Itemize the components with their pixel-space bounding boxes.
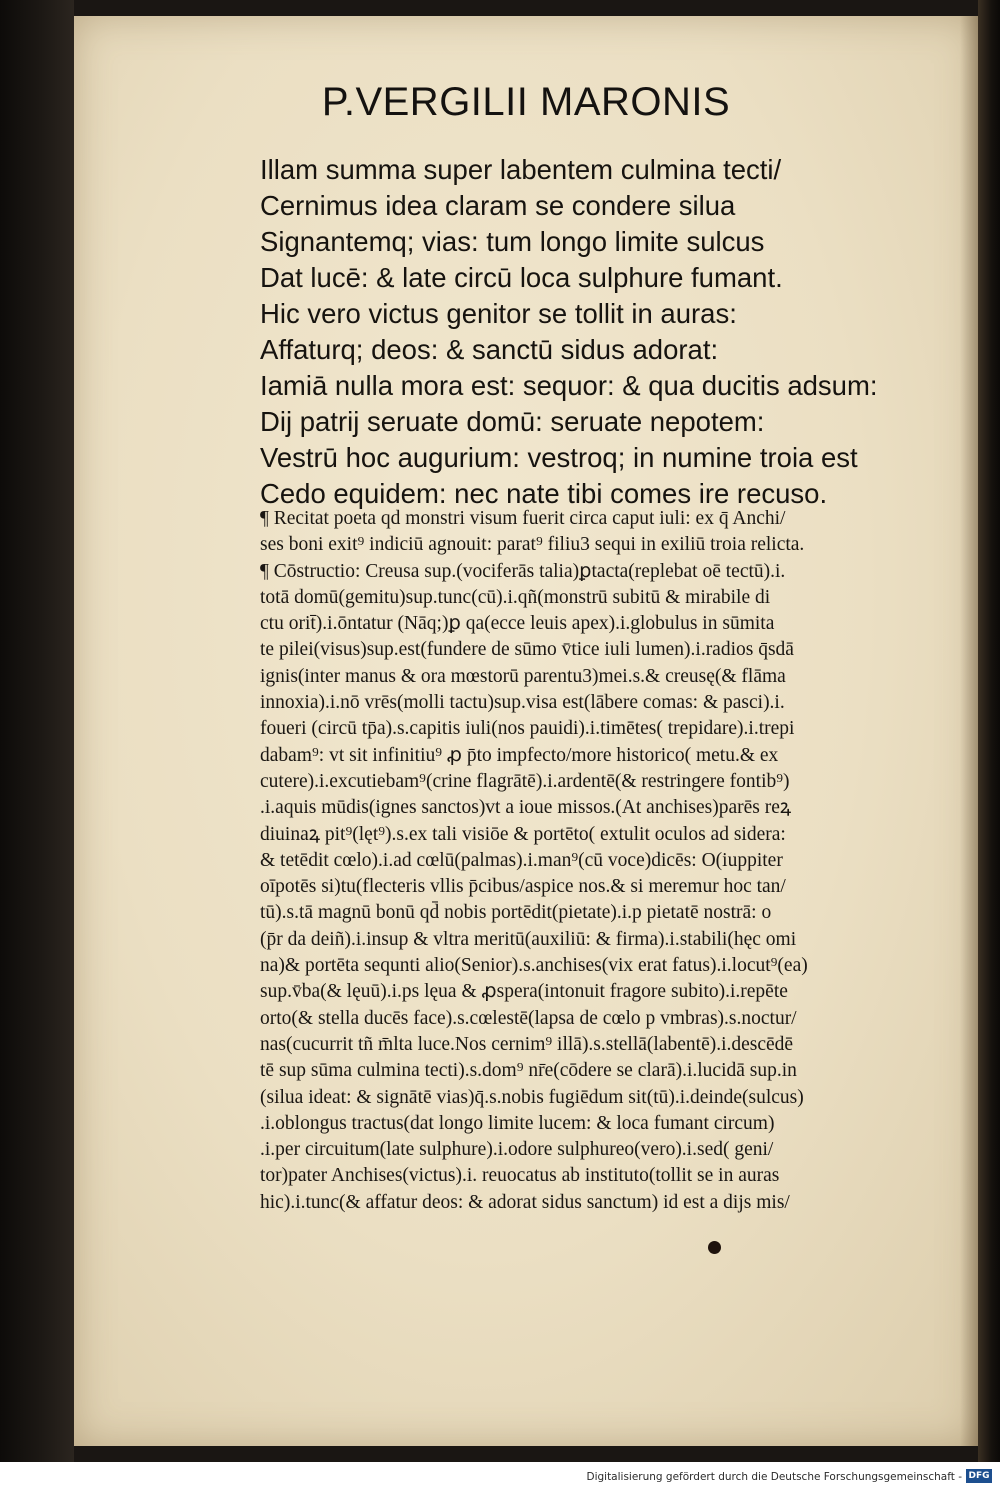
commentary-line: ¶ Recitat poeta qd monstri visum fuerit circa caput iuli: ex q̄ Anchi/ [260,508,786,529]
commentary-line: ctu orit̄).i.ōntatur (Nāq;)ꝑ qa(ecce leuis apex).i.globulus in sūmita [260,613,775,635]
verse-line: Iamiā nulla mora est: sequor: & qua ducitis adsum: [260,370,878,401]
commentary-line: (p̄r da deiñ).i.insup & vltra meritū(auxiliū: & firma).i.stabili(hęc omi [260,928,797,950]
commentary-line: sup.v̄ba(& lęuū).i.ps lęua & ꝓspera(intonuit fragore subito).i.repēte [260,981,788,1003]
commentary-line: oīpotēs si)tu(flecteris vllis p̄cibus/aspice nos.& si meremur hoc tan/ [260,876,786,898]
commentary-line: ignis(inter manus & ora mœstorū parentu3)mei.s.& creusę(& flāma [260,665,786,687]
dfg-logo-icon: DFG [966,1469,992,1483]
commentary-line: & tetēdit cœlo).i.ad cœlū(palmas).i.man⁹(cū voce)dicēs: O(iuppiter [260,849,783,871]
commentary-line: nas(cucurrit tñ m̄lta luce.Nos cernim⁹ illā).s.stellā(labentē).i.descēdē [260,1033,794,1055]
verse-block [260,152,878,512]
book-edge-left [0,0,74,1462]
commentary-line: (silua ideat: & signātē vias)q̄.s.nobis fugiēdum sit(tū).i.deinde(sulcus) [260,1086,804,1108]
commentary-line: .i.per circuitum(late sulphure).i.odore sulphureo(vero).i.sed( geni/ [260,1139,774,1161]
commentary-line: cutere).i.excutiebam⁹(crine flagrātē).i.ardentē(& restringere fontib⁹) [260,770,790,792]
funding-credit: Digitalisierung gefördert durch die Deutsche Forschungsgemeinschaft - [586,1471,962,1483]
running-head: P.VERGILII MARONIS [321,80,731,124]
verse-line: Hic vero victus genitor se tollit in auras: [260,298,737,329]
commentary-line: hic).i.tunc(& affatur deos: & adorat sidus sanctum) id est a dijs mis/ [260,1191,790,1213]
verse-line: Signantemq; vias: tum longo limite sulcus [260,226,765,257]
commentary-block [260,506,860,1216]
commentary-line: orto(& stella ducēs face).s.cœlestē(lapsa de cœlo p vmbras).s.noctur/ [260,1007,797,1029]
commentary-line: te pilei(visus)sup.est(fundere de sūmo v̄tice iuli lumen).i.radios q̄sdā [260,639,794,661]
commentary-line: ses boni exit⁹ indiciū agnouit: parat⁹ filiu3 sequi in exiliū troia relicta. [260,534,805,556]
commentary-line: diuinaꝝ pit⁹(lęt⁹).s.ex tali visiōe & portēto( extulit oculos ad sidera: [260,823,786,845]
verse-line: Dat lucē: & late circū loca sulphure fumant. [260,262,783,293]
book-page [74,16,978,1446]
verse-line: Illam summa super labentem culmina tecti/ [260,154,782,185]
ink-dot-ornament [708,1241,721,1254]
commentary-line: tē sup sūma culmina tecti).s.dom⁹ nr̄e(cōdere se clarā).i.lucidā sup.in [260,1060,797,1082]
commentary-line: foueri (circū tp̄a).s.capitis iuli(nos pauidi).i.timētes( trepidare).i.trepi [260,718,795,740]
verse-line: Affaturq; deos: & sanctū sidus adorat: [260,334,719,365]
verse-line: Dij patrij seruate domū: seruate nepotem: [260,406,765,437]
commentary-line: totā domū(gemitu)sup.tunc(cū).i.qñ(monstrū subitū & mirabile di [260,586,771,608]
verse-line: Vestrū hoc augurium: vestroq; in numine troia est [260,442,858,473]
commentary-line: .i.aquis mūdis(ignes sanctos)vt a ioue missos.(At anchises)parēs reꝝ [260,797,792,819]
commentary-line: .i.oblongus tractus(dat longo limite lucem: & loca fumant circum) [260,1112,775,1134]
book-edge-right [978,0,1000,1462]
verse-line: Cernimus idea claram se condere silua [260,190,736,221]
commentary-line: innoxia).i.nō vrēs(molli tactu)sup.visa est(lābere comas: & pasci).i. [260,692,785,714]
footer-bar [0,1462,1000,1491]
commentary-line: tū).s.tā magnū bonū qd̄ nobis portēdit(pietate).i.p pietatē nostrā: o [260,902,772,924]
verse-line: Cedo equidem: nec nate tibi comes ire recuso. [260,478,828,509]
commentary-line: na)& portēta sequnti alio(Senior).s.anchises(vix erat fatus).i.locut⁹(ea) [260,955,808,977]
commentary-line: ¶ Cōstructio: Creusa sup.(vociferās talia)ꝑtacta(replebat oē tectū).i. [260,560,786,582]
commentary-line: tor)pater Anchises(victus).i. reuocatus ab instituto(tollit se in auras [260,1165,780,1187]
commentary-line: dabam⁹: vt sit infinitiu⁹ ꝓ p̄to impfecto/more historico( metu.& ex [260,744,779,766]
